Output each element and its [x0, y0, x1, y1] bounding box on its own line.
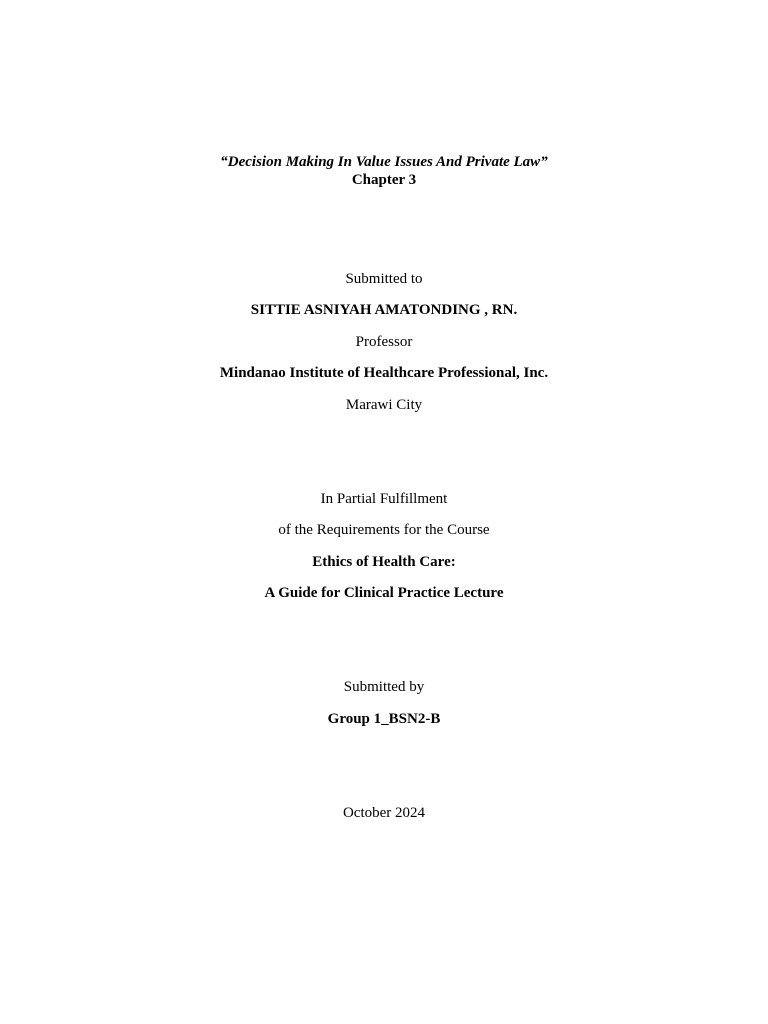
institution-city: Marawi City: [345, 397, 423, 413]
chapter-label: Chapter 3: [351, 172, 417, 188]
professor-title: Professor: [355, 334, 413, 350]
document-title: “Decision Making In Value Issues And Private Law”: [220, 154, 548, 170]
course-title-line-1: Ethics of Health Care:: [312, 554, 456, 570]
submitted-by-label: Submitted by: [343, 679, 425, 695]
fulfillment-line-2: of the Requirements for the Course: [278, 522, 490, 538]
professor-name: SITTIE ASNIYAH AMATONDING , RN.: [250, 302, 518, 318]
submitted-to-label: Submitted to: [345, 271, 423, 287]
course-title-line-2: A Guide for Clinical Practice Lecture: [264, 585, 504, 601]
submission-date: October 2024: [342, 805, 426, 821]
group-name: Group 1_BSN2-B: [327, 711, 441, 727]
institution-name: Mindanao Institute of Healthcare Professional, Inc.: [219, 365, 549, 381]
fulfillment-line-1: In Partial Fulfillment: [320, 491, 448, 507]
